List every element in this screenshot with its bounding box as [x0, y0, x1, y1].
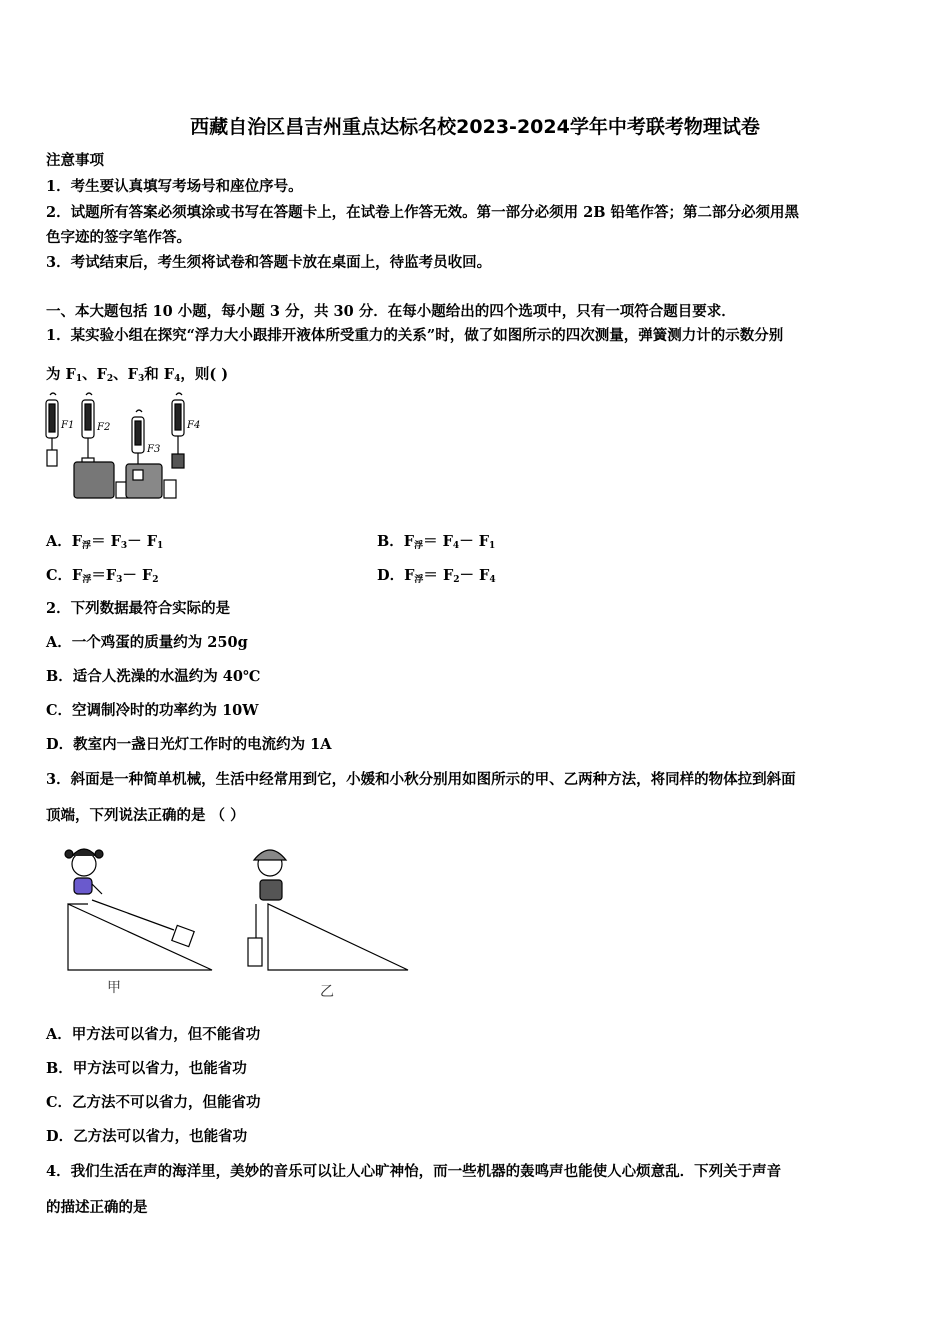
q1-fig-label-f4: F4	[187, 420, 201, 431]
q1-figure-spring-scales	[40, 392, 215, 504]
q1-fig-label-f2: F2	[97, 422, 111, 433]
exam-title: 西藏自治区昌吉州重点达标名校2023-2024学年中考联考物理试卷	[190, 116, 760, 138]
q4-stem-line1: 4．我们生活在声的海洋里，美妙的音乐可以让人心旷神怡，而一些机器的轰鸣声也能使人心烦意乱．下列关于声音	[46, 1163, 782, 1180]
q1-fig-label-f1: F1	[61, 420, 75, 431]
q1-option-b[interactable]: B．$F_浮= F_4- F_1$	[377, 533, 496, 551]
q3-option-a[interactable]: A．甲方法可以省力，但不能省功	[46, 1026, 261, 1043]
notice-heading: 注意事项	[46, 152, 104, 169]
q1-option-d[interactable]: D．$F_浮= F_2- F_4$	[377, 567, 496, 585]
section-heading: 一、本大题包括 10 小题，每小题 3 分，共 30 分．在每小题给出的四个选项中，只有一项符合题目要求．	[46, 303, 736, 320]
notice-item-3: 3．考试结束后，考生须将试卷和答题卡放在桌面上，待监考员收回。	[46, 254, 492, 271]
q1-stem-line2: 为 $F_1$、$F_2$、$F_3$和 $F_4$，则( )	[46, 366, 229, 384]
q3-option-c[interactable]: C．乙方法不可以省力，但能省功	[46, 1094, 261, 1111]
q1-option-c[interactable]: C．$F_浮=F_3- F_2$	[46, 567, 159, 585]
q3-fig-label-yi: 乙	[320, 984, 334, 1000]
q3-option-b[interactable]: B．甲方法可以省力，也能省功	[46, 1060, 247, 1077]
q3-stem-line2: 顶端，下列说法正确的是 （ ）	[46, 807, 245, 824]
q2-option-c[interactable]: C．空调制冷时的功率约为 10W	[46, 702, 259, 719]
q2-option-b[interactable]: B．适合人洗澡的水温约为 40℃	[46, 668, 261, 685]
notice-item-2: 2．试题所有答案必须填涂或书写在答题卡上，在试卷上作答无效。第一部分必须用 2B 铅笔作答；第二部分必须用黑	[46, 204, 800, 221]
q3-figure-inclines	[62, 842, 412, 1004]
notice-item-2-cont: 色字迹的签字笔作答。	[46, 229, 191, 246]
q4-stem-line2: 的描述正确的是	[46, 1199, 148, 1216]
notice-item-1: 1．考生要认真填写考场号和座位序号。	[46, 178, 303, 195]
q2-stem: 2．下列数据最符合实际的是	[46, 600, 231, 617]
q3-option-d[interactable]: D．乙方法可以省力，也能省功	[46, 1128, 248, 1145]
q1-option-a[interactable]: A．$F_浮= F_3- F_1$	[46, 533, 164, 551]
q3-stem-line1: 3．斜面是一种简单机械，生活中经常用到它，小媛和小秋分别用如图所示的甲、乙两种方法，将同样的物体拉到斜面	[46, 771, 796, 788]
q1-fig-label-f3: F3	[147, 444, 161, 455]
q3-fig-label-jia: 甲	[107, 980, 121, 996]
q2-option-a[interactable]: A．一个鸡蛋的质量约为 250g	[46, 634, 248, 651]
q2-option-d[interactable]: D．教室内一盏日光灯工作时的电流约为 1A	[46, 736, 332, 753]
q1-stem-line1: 1．某实验小组在探究“浮力大小跟排开液体所受重力的关系”时，做了如图所示的四次测量，弹簧测力计的示数分别	[46, 327, 784, 344]
